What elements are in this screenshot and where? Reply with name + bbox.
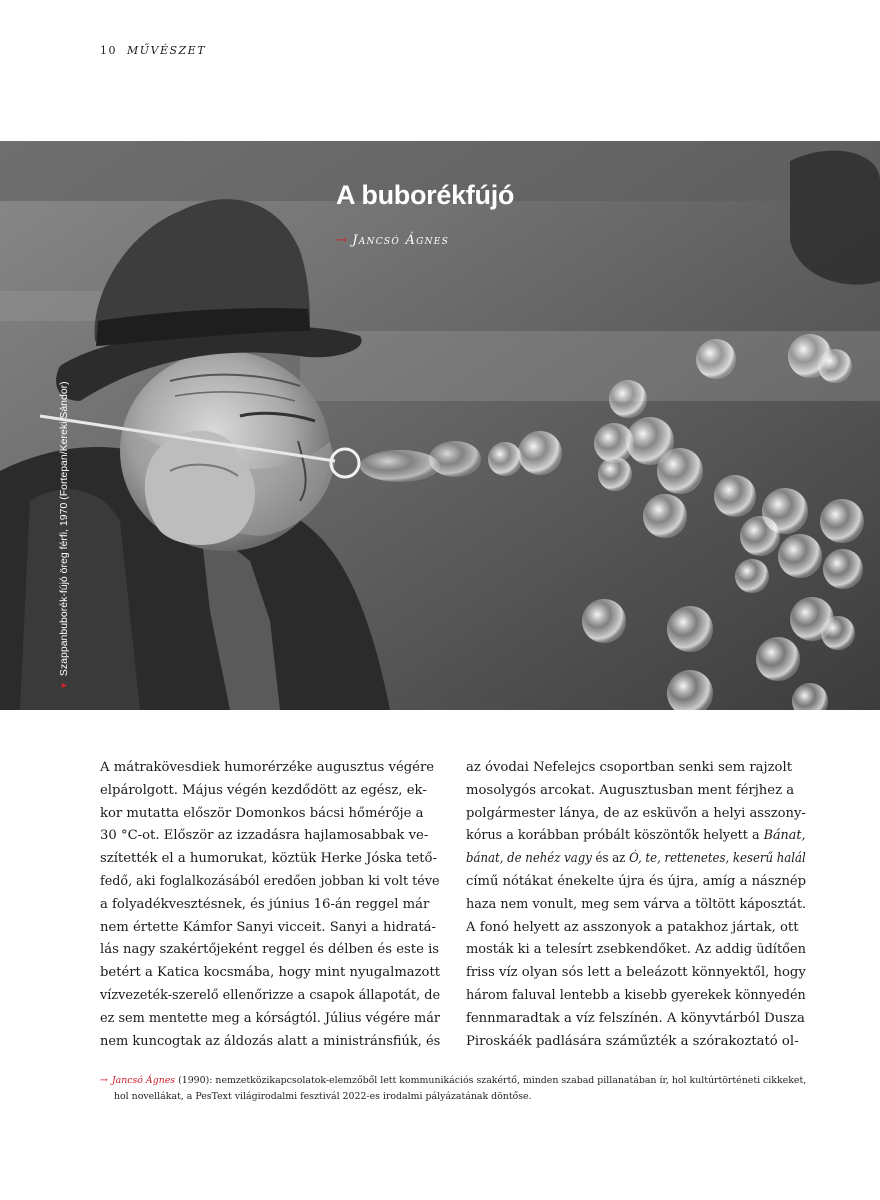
text-segment: és az	[591, 851, 630, 867]
text-line: 30 °C-ot. Először az izzadásra hajlamosabbak ve-	[100, 828, 429, 844]
text-line: kor mutatta először Domonkos bácsi hőmérője a	[100, 805, 424, 821]
author-name: Jancsó Ágnes	[352, 233, 450, 248]
text-line: A fonó helyett az asszonyok a patakhoz jártak, ott	[466, 919, 799, 935]
text-line: haza nem vonult, meg sem várva a töltött káposztát.	[466, 896, 807, 912]
footnote-text: hol novellákat, a PesText világirodalmi fesztivál 2022-es irodalmi pályázatának döntőse.	[114, 1090, 532, 1102]
article-photo	[0, 141, 880, 710]
footnote-author: Jancsó Ágnes	[111, 1075, 176, 1086]
footnote-text: (1990): nemzetközikapcsolatok-elemzőből lett kommunikációs szakértő, minden szabad pillanatában ír, hol kultúrtörténeti cikkeket,	[175, 1075, 807, 1086]
text-line: A mátrakövesdiek humorérzéke augusztus végére	[100, 760, 435, 775]
text-line: a folyadékvesztésnek, és június 16-án reggel már	[100, 896, 430, 912]
text-line: nem értette Kámfor Sanyi vicceit. Sanyi a hidratá-	[100, 919, 436, 935]
photo-credit-text: Szappanbuborék-fújó öreg férfi, 1970 (Fortepan/Kereki Sándor)	[58, 381, 70, 677]
triangle-icon: ▼	[59, 681, 69, 690]
arrow-right-icon: →	[100, 1075, 108, 1086]
author-footnote	[100, 1073, 820, 1104]
text-line: mosolygós arcokat. Augusztusban ment férjhez a	[466, 782, 795, 798]
text-segment: kórus a korábban próbált köszöntők helyett a	[466, 828, 764, 844]
text-line: elpárolgott. Május végén kezdődött az egész, ek-	[100, 782, 427, 798]
song-title: Bánat,	[763, 828, 806, 844]
text-line: Piroskáék padlására száműzték a szórakoztató ol-	[466, 1033, 799, 1049]
article-title: A buborékfújó	[336, 180, 515, 210]
text-line	[466, 825, 806, 848]
section-label: MŰVÉSZET	[127, 44, 207, 57]
text-line: polgármester lánya, de az esküvőn a helyi asszony-	[466, 805, 806, 821]
text-line: ez sem mentette meg a kórságtól. Július végére már	[100, 1010, 440, 1026]
text-line: mosták ki a telesírt zsebkendőket. Az addig üdítően	[466, 942, 806, 958]
text-line: szítették el a humorukat, köztük Herke Jóska tető-	[100, 851, 437, 867]
text-line: három faluval lentebb a kisebb gyerekek könnyedén	[466, 987, 806, 1003]
page-number: 10	[100, 44, 117, 57]
text-line: lás nagy szakértőjeként reggel és délben és este is	[100, 942, 440, 958]
text-line: vízvezeték-szerelő ellenőrizze a csapok állapotát, de	[100, 987, 441, 1003]
byline	[336, 233, 449, 248]
text-line	[466, 848, 806, 871]
text-line: friss víz olyan sós lett a beleázott könnyektől, hogy	[466, 965, 806, 981]
text-line: fennmaradtak a víz felszínén. A könyvtárból Dusza	[466, 1010, 805, 1026]
text-line: az óvodai Nefelejcs csoportban senki sem rajzolt	[466, 760, 792, 775]
text-line: nem kuncogtak az áldozás alatt a ministránsfiúk, és	[100, 1033, 441, 1049]
text-line: című nótákat énekelte újra és újra, amíg a násznép	[466, 873, 807, 889]
article-column-right	[466, 757, 806, 1053]
photo-credit	[58, 381, 70, 690]
running-head	[100, 44, 206, 57]
song-title: bánat, de nehéz vagy	[466, 851, 592, 867]
song-title: Ó, te, rettenetes, keserű halál	[629, 851, 806, 867]
arrow-right-icon: →	[336, 233, 349, 248]
article-column-left	[100, 757, 440, 1053]
text-line: fedő, aki foglalkozásából eredően jobban ki volt téve	[100, 873, 440, 889]
text-line: betért a Katica kocsmába, hogy mint nyugalmazott	[100, 965, 441, 981]
